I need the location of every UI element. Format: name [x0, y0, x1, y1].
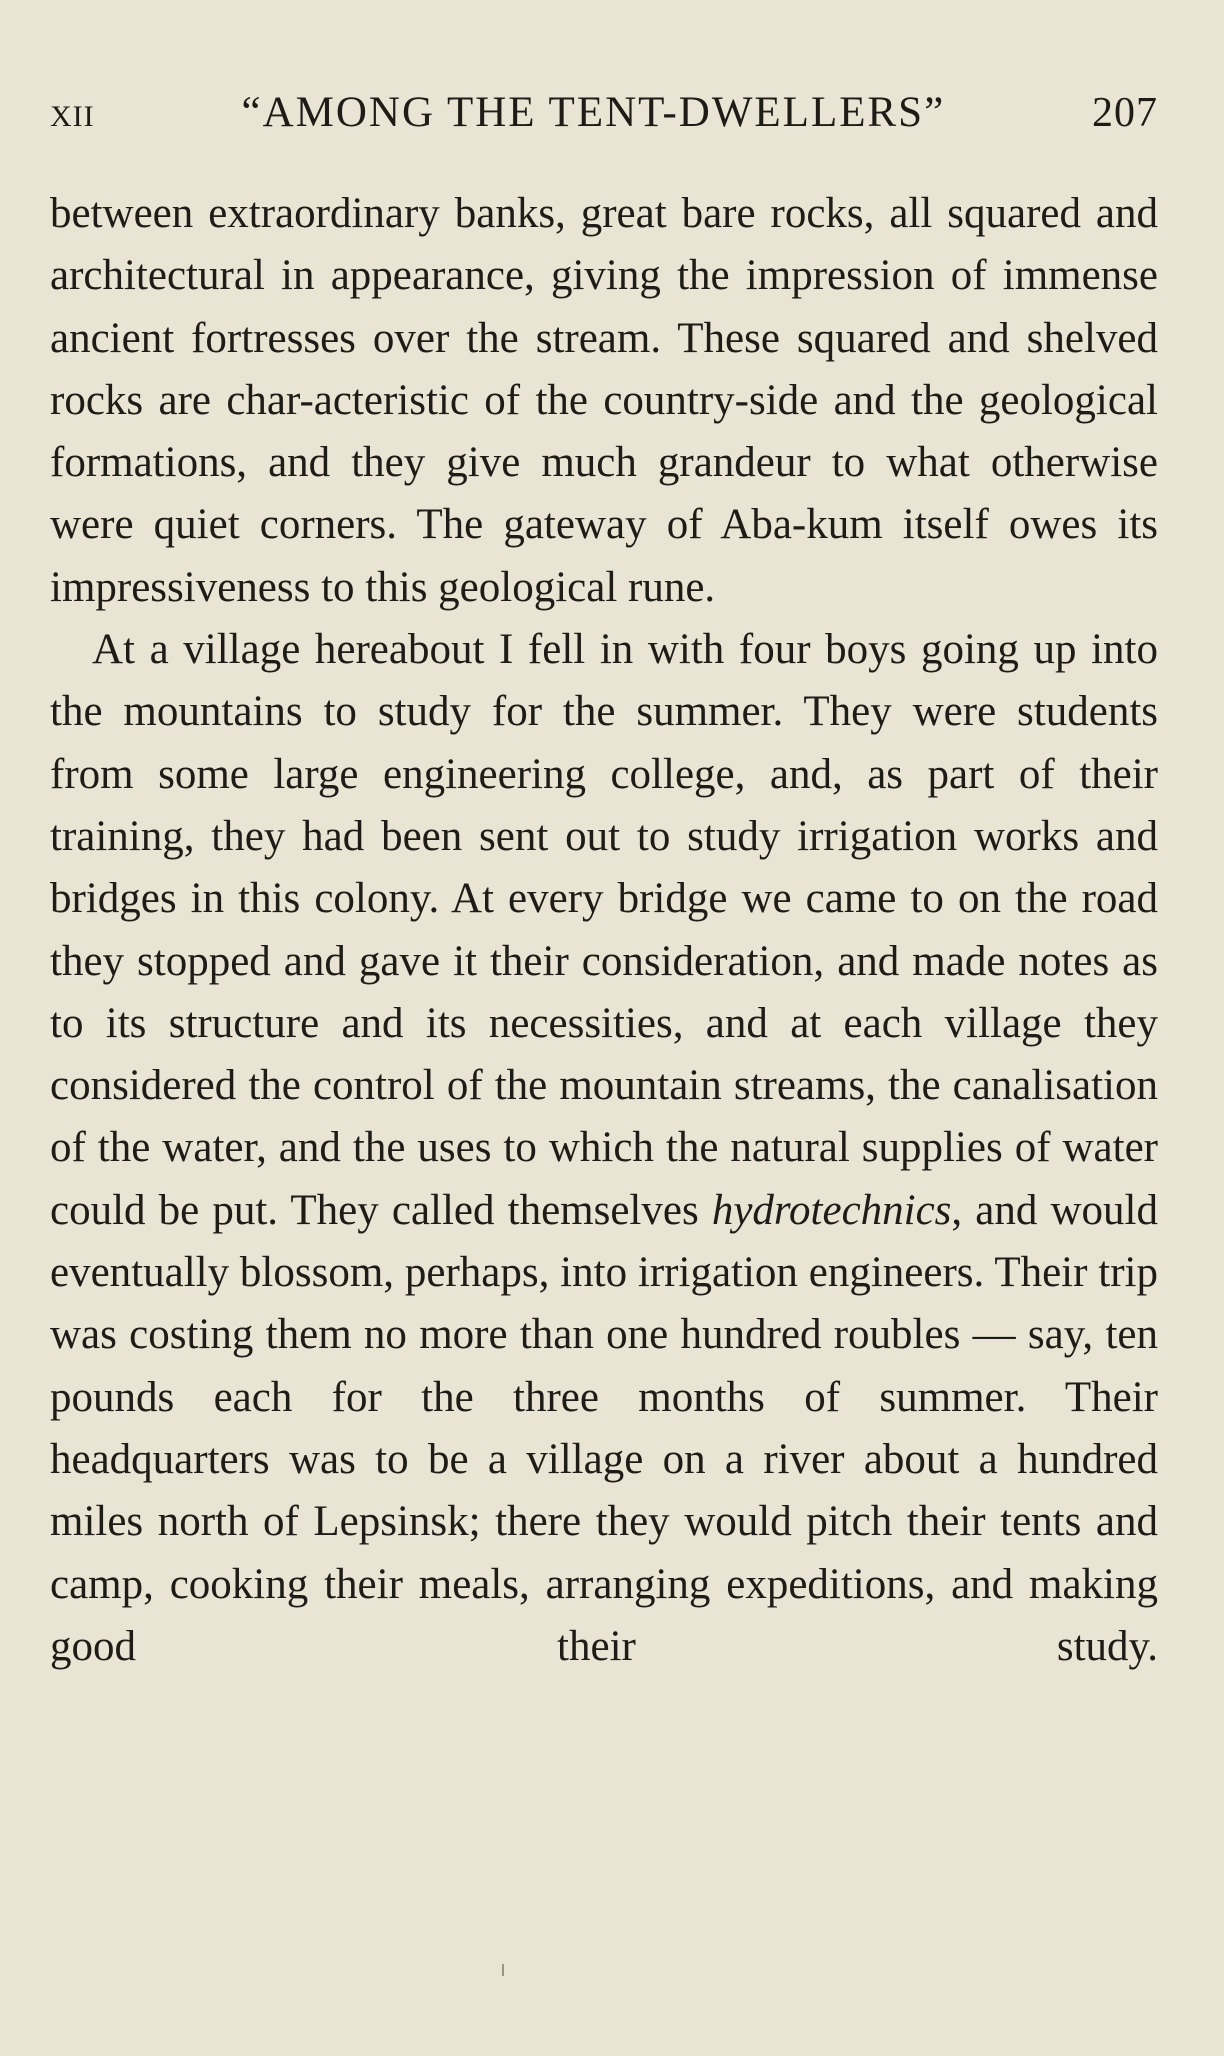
paragraph-2-text-b: , and would eventually blossom, perhaps, into irrigation engineers. Their trip was costing them no more than one hundred roubles — say, ten pounds each for the three months of summer. Their headquarters was to be a village on a river about a hundred miles north of Lepsinsk; there they would pitch their tents and camp, cooking their meals, arranging expeditions, and making good their study. — [50, 1186, 1158, 1670]
page-number: 207 — [1091, 90, 1158, 136]
running-title: “AMONG THE TENT-DWELLERS” — [241, 89, 946, 136]
paragraph-1: between extraordinary banks, great bare rocks, all squared and architectural in appearance, giving the impression of immense ancient fortresses over the stream. These squared and shelved rocks are char-acteristic of the country-side and the geological formations, and they give much grandeur to what otherwise were quiet corners. The gateway of Aba-kum itself owes its impressiveness to this geological rune. — [50, 190, 1158, 611]
body-text — [50, 183, 1158, 1678]
paragraph-2-text-a: At a village hereabout I fell in with four boys going up into the mountains to study for the summer. They were students from some large engineering college, and, as part of their training, they had been sent out to study irrigation works and bridges in this colony. At every bridge we came to on the road they stopped and gave it their consideration, and made notes as to its structure and its necessities, and at each village they considered the control of the mountain streams, the canalisation of the water, and the uses to which the natural supplies of water could be put. They called themselves — [50, 626, 1158, 1234]
paper-mark — [502, 1964, 504, 1976]
running-header — [50, 88, 1158, 144]
italic-term: hydrotechnics — [711, 1186, 952, 1234]
chapter-number: xii — [50, 89, 95, 136]
paragraph-2 — [50, 619, 1158, 1678]
